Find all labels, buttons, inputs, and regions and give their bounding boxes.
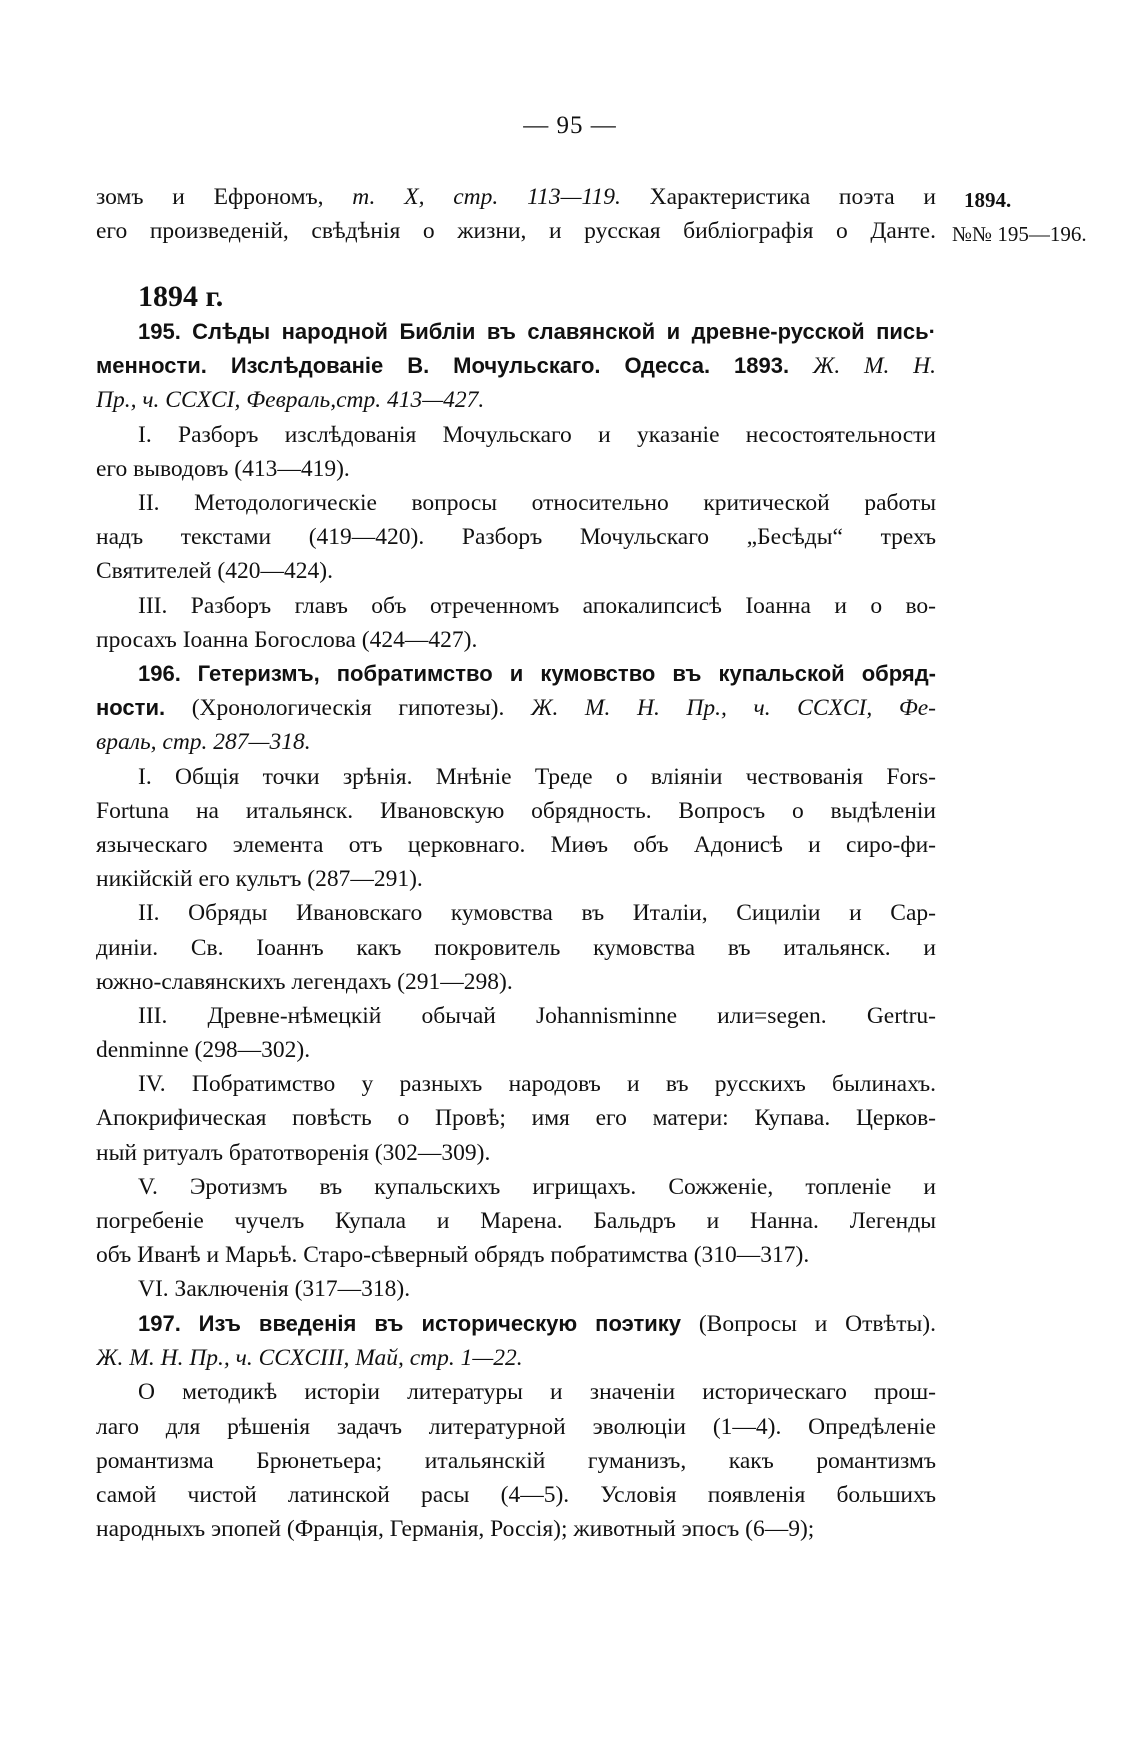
entry-196-part-4: IV. Побратимство у разныхъ народовъ и въ русскихъ былинахъ. (138, 1071, 936, 1098)
year-heading: 1894 г. (138, 280, 224, 313)
entry-197-source: Ж. М. Н. Пр., ч. CCXCIII, Май, стр. 1—22. (96, 1345, 523, 1372)
intro-paragraph (96, 180, 936, 248)
entry-195-part-2: II. Методологическіе вопросы относительно критической работы (138, 489, 936, 516)
margin-year: 1894. (964, 188, 1012, 212)
entry-196-part-3: III. Древне-нѣмецкій обычай Johannisminne или=segen. Gertru- (138, 1002, 936, 1029)
entry-196-part-6: VI. Заключенія (317—318). (138, 1276, 411, 1303)
entry-197-paragraph: О методикѣ исторіи литературы и значеніи историческаго прош- (138, 1379, 936, 1406)
entry-196-part-5: V. Эротизмъ въ купальскихъ игрищахъ. Сожженіе, топленіе и (138, 1173, 936, 1200)
intro-source: т. X, стр. 113—119. (352, 184, 621, 210)
entry-196-title-line-1: 196. Гетеризмъ, побратимство и кумовство въ купальской обряд- (138, 661, 936, 686)
entry-196-title-line-2: ности. (Хронологическія гипотезы). Ж. М. Н. Пр., ч. CCXCI, Фе- (96, 695, 936, 722)
entry-195-part-1: I. Разборъ изслѣдованія Мочульскаго и указаніе несостоятельности (138, 421, 936, 448)
page-number: — 95 — (523, 112, 617, 139)
margin-numbers: №№ 195—196. (952, 222, 1087, 246)
entry-197: 197. Изъ введенія въ историческую поэтику (Вопросы и Отвѣты). Ж. М. Н. Пр., ч. CCXCIII, Май, стр. 1—22. О методикѣ исторіи литературы и значеніи историческаго прош- лаго для рѣшенія задачъ литературной эволюціи (1—4). Опредѣленіе романтизма Брюнетьера; итальянскій гуманизъ, какъ романтизмъ самой чистой латинской расы (4—5). Условія появленія большихъ народныхъ эпопей (Франція, Германія, Россія); животный эпосъ (6—9); (96, 1307, 936, 1546)
entry-196-part-1: I. Общія точки зрѣнія. Мнѣніе Треде о вліяніи чествованія Fors- (138, 763, 936, 790)
entry-195-title-line-1: 195. Слѣды народной Библіи въ славянской и древне-русской пись· (138, 319, 936, 344)
intro-line-2: его произведеній, свѣдѣнія о жизни, и русская библіографія о Данте. (96, 218, 936, 245)
entry-195-source: Пр., ч. CCXCI, Февраль,стр. 413—427. (96, 387, 485, 414)
entry-195-title-line-2: менности. Изслѣдованіе В. Мочульскаго. Одесса. 1893. Ж. М. Н. (96, 353, 936, 380)
entry-196: 196. Гетеризмъ, побратимство и кумовство въ купальской обряд- ности. (Хронологическія гипотезы). Ж. М. Н. Пр., ч. CCXCI, Фе- враль, стр. 287—318. I. Общія точки зрѣнія. Мнѣніе Треде о вліяніи чествованія Fors- Fortuna на итальянск. Ивановскую обрядность. Вопросъ о выдѣленіи языческаго элемента отъ церковнаго. Миѳъ объ Адонисѣ и сиро-фи- никійскій его культъ (287—291). II. Обряды Ивановскаго кумовства въ Италіи, Сициліи и Сар- диніи. Св. Іоаннъ какъ покровитель кумовства въ итальянск. и южно-славянскихъ легендахъ (291—298). III. Древне-нѣмецкій обычай Johannisminne или=segen. Gertru- denminne (298—302). IV. Побратимство у разныхъ народовъ и въ русскихъ былинахъ. Апокрифическая повѣсть о Провѣ; имя его матери: Купава. Церков- ный ритуалъ братотворенія (302—309). V. Эротизмъ въ купальскихъ игрищахъ. Сожженіе, топленіе и погребеніе чучелъ Купала и Марена. Бальдръ и Нанна. Легенды объ Иванѣ и Марьѣ. Старо-сѣверный обрядъ побратимства (310—317). VI. Заключенія (317—318). (96, 657, 936, 1307)
entry-196-source: враль, стр. 287—318. (96, 729, 311, 756)
entry-195-part-3: III. Разборъ главъ объ отреченномъ апокалипсисѣ Іоанна и о во- (138, 592, 936, 619)
intro-line-1: зомъ и Ефрономъ, т. X, стр. 113—119. Характеристика поэта и (96, 184, 936, 210)
entry-196-part-2: II. Обряды Ивановскаго кумовства въ Италіи, Сициліи и Сар- (138, 900, 936, 927)
entry-195: 195. Слѣды народной Библіи въ славянской и древне-русской пись· менности. Изслѣдованіе В. Мочульскаго. Одесса. 1893. Ж. М. Н. Пр., ч. CCXCI, Февраль,стр. 413—427. I. Разборъ изслѣдованія Мочульскаго и указаніе несостоятельности его выводовъ (413—419). II. Методологическіе вопросы относительно критической работы надъ текстами (419—420). Разборъ Мочульскаго „Бесѣды“ трехъ Святителей (420—424). III. Разборъ главъ объ отреченномъ апокалипсисѣ Іоанна и о во- просахъ Іоанна Богослова (424—427). (96, 315, 936, 657)
entry-197-title-line-1: 197. Изъ введенія въ историческую поэтику (Вопросы и Отвѣты). (138, 1311, 936, 1337)
